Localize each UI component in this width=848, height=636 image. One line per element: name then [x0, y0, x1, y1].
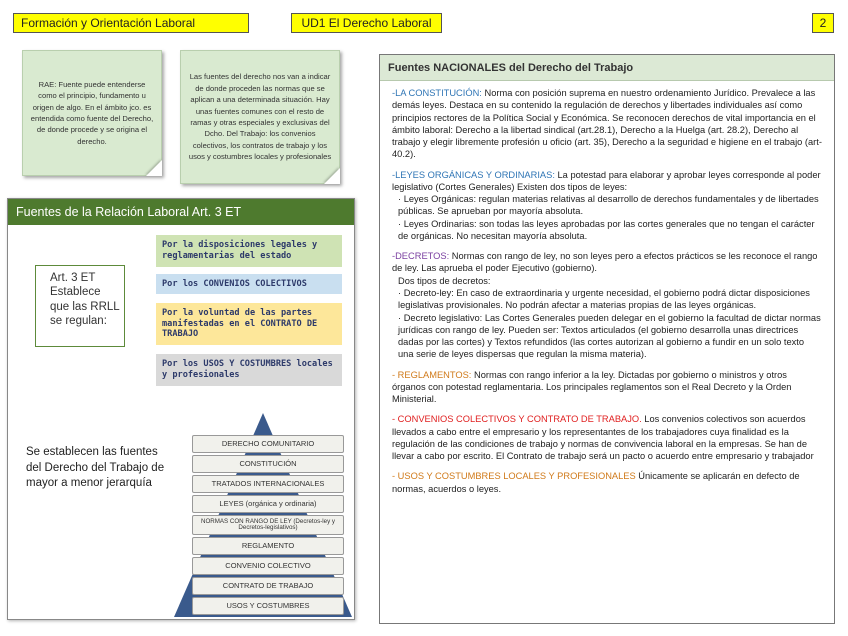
unit-title: UD1 El Derecho Laboral: [291, 13, 442, 33]
art3-line: se regulan:: [50, 315, 107, 328]
source-legal: [156, 235, 342, 267]
section-constitucion: [392, 87, 822, 161]
pyramid-layer: [192, 515, 344, 535]
constitucion-heading: -LA CONSTITUCIÓN:: [392, 88, 482, 98]
usos-heading: - USOS Y COSTUMBRES LOCALES Y PROFESIONALES: [392, 471, 636, 482]
fuentes-nacionales-body: [380, 81, 834, 495]
leyes-text: La potestad para elaborar y aprobar leyes corresponde al poder legislativo (Cortes Generales) Existen dos tipos de leyes:: [392, 169, 821, 192]
section-usos: [392, 470, 822, 495]
source-contrato-text: Por la voluntad de las partes manifestadas en el CONTRATO DE TRABAJO: [162, 307, 318, 340]
art3-line: Art. 3 ET: [50, 272, 96, 284]
relacion-laboral-title: Fuentes de la Relación Laboral Art. 3 ET: [8, 199, 354, 225]
art3-line: Establece: [50, 286, 101, 299]
pyramid-layer-label: LEYES (orgánica y ordinaria): [219, 499, 317, 509]
pyramid-description: Se establecen las fuentes del Derecho del Trabajo de mayor a menor jerarquía: [26, 446, 165, 490]
section-decretos: -DECRETOS: Normas con rango de ley, no son leyes pero a efectos prácticos se les reconoce el rango de ley. Las aprueba el poder Ejecutivo (gobierno). Dos tipos de decretos: · Decreto-ley: En caso de extraordinaria y urgente necesidad, el gobierno podrá dictar disposiciones legislativas provisionales. No podrán afectar a materias propias de las leyes orgánicas. · Decreto legislativo: Las Cortes Generales pueden delegar en el gobierno la facultad de dictar normas jurídicas con rango de ley. Pueden ser: Textos articulados (el gobierno desarrolla unas directrices dadas por las cortes) y Textos refundidos (las cortes autorizan al gobierno a fundir en un solo texto una serie de leyes dispersas que regulan la misma materia).: [392, 251, 821, 360]
pyramid-layer: [192, 495, 344, 513]
pyramid-layer-label: NORMAS CON RANGO DE LEY (Decretos-ley y Decretos-legislativos): [201, 517, 335, 531]
subject-title: Formación y Orientación Laboral: [13, 13, 249, 33]
decretos-tipos: Dos tipos de decretos:: [398, 275, 491, 286]
section-convenios: [392, 413, 822, 462]
constitucion-text: Norma con posición suprema en nuestro ordenamiento Jurídico. Prevalece a las demás leyes. Destaca en su contenido la regulación de derechos y libertades individuales así como principios rectores de la Política Social y Económica. Se reconocen derechos de vital importancia en el ámbito laboral: Derecho a la libertad sindical (art.28.1), Derecho a la Huelga (art. 28.2), Derecho al trabajo y elegir libremente profesión u oficio (art. 35), Derecho a la seguridad e higiene en el trabajo (art- 40.2).: [392, 88, 822, 160]
section-reglamentos: [392, 369, 822, 406]
usos-text: Únicamente se aplicarán en defecto de normas, acuerdos o leyes.: [392, 471, 800, 494]
reglamentos-text: Normas con rango inferior a la ley. Dictadas por gobierno o ministros y otros órganos con potestad reglamentaria. Los principales reglamentos son el Real Decreto y la Orden Ministerial.: [392, 369, 792, 405]
convenios-text: Los convenios colectivos son acuerdos llevados a cabo entre el empresario y los representantes de los trabajadores cuya finalidad es la regulación de las condiciones de trabajo y normas de convivencia laboral en la empresas. Se han de llevar a cabo por escrito. El Contrato de trabajo será un pacto o acuerdo entre empresario y trabajador: [392, 414, 814, 462]
page-number: 2: [812, 13, 834, 33]
pyramid-layer-label: DERECHO COMUNITARIO: [221, 439, 315, 449]
decretos-text: Normas con rango de ley, no son leyes pero a efectos prácticos se les reconoce el rango de ley. Las aprueba el poder Ejecutivo (gobierno).: [392, 251, 818, 274]
rae-note-text: RAE: Fuente puede entenderse como el principio, fundamento u origen de algo. En el ámbito jco. es entendida como fuente del Derecho, de donde procede y se origina el derecho.: [30, 79, 154, 146]
leyes-heading: -LEYES ORGÁNICAS Y ORDINARIAS:: [392, 169, 555, 180]
pyramid-layer-label: REGLAMENTO: [241, 541, 295, 551]
leyes-organicas: Leyes Orgánicas: regulan materias relativas al desarrollo de derechos fundamentales y de libertades públicas. Se aprueban por mayoría absoluta.: [398, 194, 819, 217]
pyramid-layer-label: CONSTITUCIÓN: [239, 459, 297, 469]
pyramid-layer: [192, 475, 344, 493]
decreto-legislativo: Decreto legislativo: Las Cortes Generales pueden delegar en el gobierno la facultad de dictar normas jurídicas con rango de ley. Pueden ser: Textos articulados (el gobierno desarrolla unas directrices dadas por las cortes) y Textos refundidos (las cortes autorizan al gobierno a fundir en un solo texto una serie de leyes dispersas que regulan la misma materia).: [398, 312, 821, 360]
section-leyes: -LEYES ORGÁNICAS Y ORDINARIAS: La potestad para elaborar y aprobar leyes corresponde al poder legislativo (Cortes Generales) Existen dos tipos de leyes: · Leyes Orgánicas: regulan materias relativas al desarrollo de derechos fundamentales y de libertades públicas. Se aprueban por mayoría absoluta. · Leyes Ordinarias: son todas las leyes aprobadas por las cortes generales que no tengan el carácter de orgánicas. No necesitan mayoría absoluta.: [392, 169, 821, 241]
decreto-ley: Decreto-ley: En caso de extraordinaria y urgente necesidad, el gobierno podrá dictar disposiciones legislativas provisionales. No podrán afectar a materias propias de las leyes orgánicas.: [398, 287, 810, 311]
leyes-ordinarias: Leyes Ordinarias: son todas las leyes aprobadas por las cortes generales que no tengan el carácter de orgánicas. No necesitan mayoría absoluta.: [398, 218, 815, 241]
pyramid-layer-label: USOS Y COSTUMBRES: [226, 601, 310, 611]
pyramid-layer-label: CONVENIO COLECTIVO: [225, 561, 311, 571]
fuentes-note: [180, 50, 340, 184]
fuentes-nacionales-title: Fuentes NACIONALES del Derecho del Trabajo: [380, 55, 834, 81]
source-convenios: [156, 274, 342, 294]
pyramid-layer: [192, 557, 344, 575]
convenios-heading: - CONVENIOS COLECTIVOS Y CONTRATO DE TRABAJO.: [392, 414, 642, 425]
pyramid-layer: [192, 455, 344, 473]
reglamentos-heading: - REGLAMENTOS:: [392, 369, 472, 380]
art3-box: [35, 265, 125, 347]
fuentes-nacionales-panel: [379, 54, 835, 624]
pyramid-layer-label: CONTRATO DE TRABAJO: [222, 581, 314, 591]
source-convenios-text: Por los CONVENIOS COLECTIVOS: [162, 278, 307, 289]
rae-note: [22, 50, 162, 176]
pyramid-layer: [192, 597, 344, 615]
source-contrato: [156, 303, 342, 345]
decretos-heading: -DECRETOS:: [392, 251, 450, 262]
art3-line: que las RRLL: [50, 300, 120, 313]
relacion-laboral-panel: [7, 198, 355, 620]
pyramid-layer-label: TRATADOS INTERNACIONALES: [211, 479, 325, 489]
source-usos-text: Por los USOS Y COSTUMBRES locales y profesionales: [162, 359, 333, 380]
fuentes-note-text: Las fuentes del derecho nos van a indicar de donde proceden las normas que se aplican a una determinada situación. Hay unas fuentes comunes con el resto de ramas y otras especiales y exclusivas del Dcho. Del Trabajo: los convenios colectivos, los contratos de trabajo y los usos y costumbres locales y profesionales: [188, 72, 332, 162]
pyramid-layer: [192, 435, 344, 453]
pyramid-layer: [192, 577, 344, 595]
source-usos: [156, 354, 342, 386]
source-legal-text: Por la disposiciones legales y reglamentarias del estado: [162, 240, 318, 261]
pyramid-layer: [192, 537, 344, 555]
